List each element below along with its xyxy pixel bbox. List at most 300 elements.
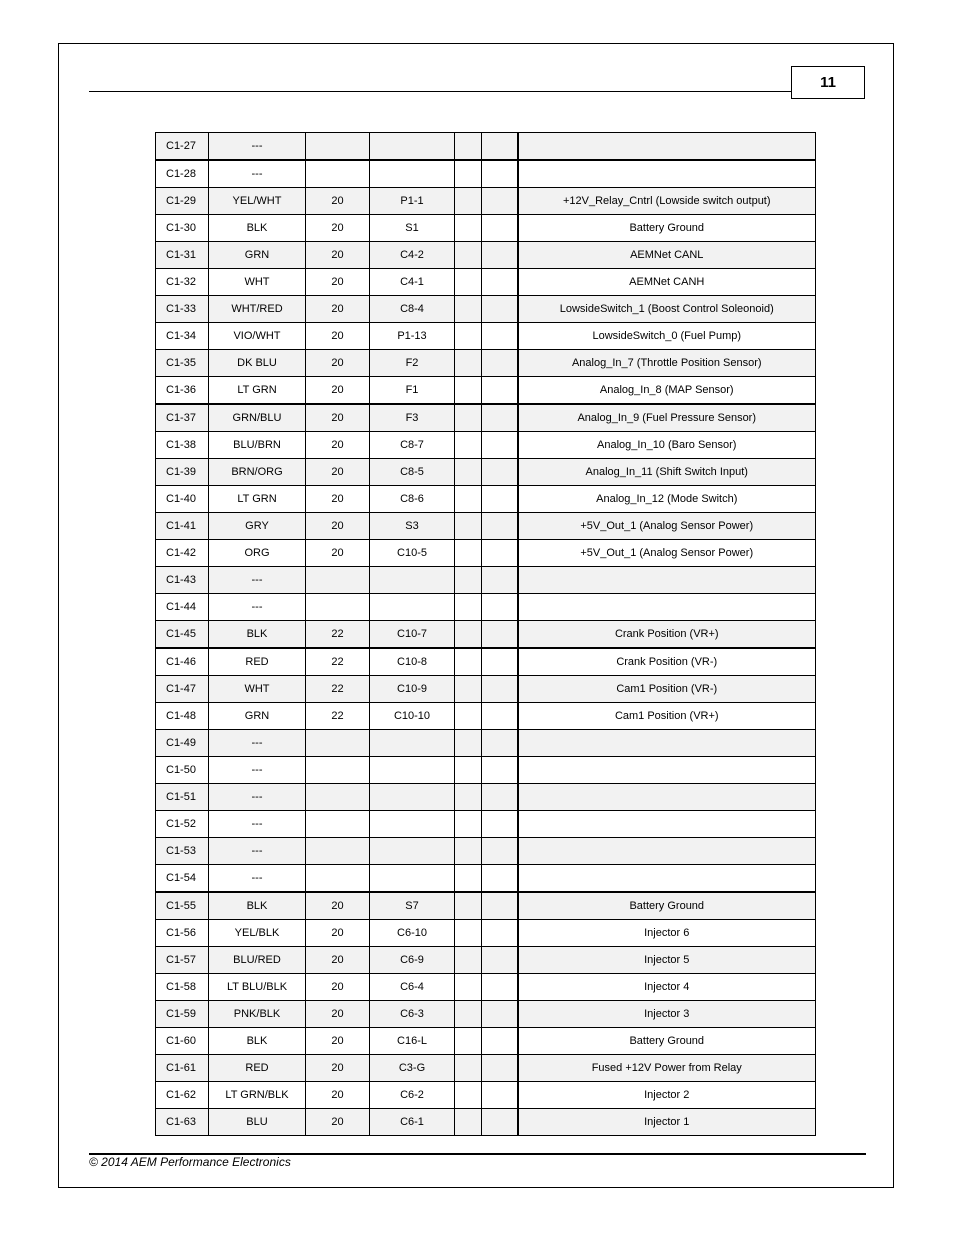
cell-dest	[370, 730, 455, 757]
cell-e1	[455, 269, 482, 296]
cell-e1	[455, 486, 482, 513]
table-row	[156, 459, 816, 486]
cell-pin: C1-47	[156, 676, 209, 703]
table-row	[156, 432, 816, 459]
cell-func: Cam1 Position (VR-)	[518, 676, 816, 703]
cell-e1	[455, 432, 482, 459]
cell-dest	[370, 567, 455, 594]
cell-color: ---	[209, 838, 306, 865]
table-row	[156, 486, 816, 513]
header-rule	[89, 91, 791, 92]
cell-color: PNK/BLK	[209, 1001, 306, 1028]
cell-gauge	[306, 865, 370, 893]
cell-e1	[455, 648, 482, 676]
cell-e2	[482, 269, 518, 296]
cell-gauge	[306, 838, 370, 865]
cell-func: Analog_In_8 (MAP Sensor)	[518, 377, 816, 405]
cell-color: BLU	[209, 1109, 306, 1136]
cell-gauge	[306, 757, 370, 784]
cell-e1	[455, 188, 482, 215]
cell-func: AEMNet CANL	[518, 242, 816, 269]
cell-color: GRN	[209, 242, 306, 269]
cell-color: BLK	[209, 892, 306, 920]
cell-dest: C8-5	[370, 459, 455, 486]
table-row	[156, 865, 816, 893]
cell-dest: C6-10	[370, 920, 455, 947]
table-row	[156, 838, 816, 865]
table-row	[156, 757, 816, 784]
cell-dest: C6-3	[370, 1001, 455, 1028]
cell-e2	[482, 757, 518, 784]
cell-color: BRN/ORG	[209, 459, 306, 486]
cell-gauge: 20	[306, 947, 370, 974]
cell-e1	[455, 1055, 482, 1082]
cell-gauge: 20	[306, 1055, 370, 1082]
cell-pin: C1-38	[156, 432, 209, 459]
cell-func: Cam1 Position (VR+)	[518, 703, 816, 730]
cell-e1	[455, 865, 482, 893]
cell-gauge: 20	[306, 188, 370, 215]
cell-gauge: 20	[306, 377, 370, 405]
table-row	[156, 703, 816, 730]
cell-e2	[482, 242, 518, 269]
cell-dest: C10-5	[370, 540, 455, 567]
cell-color: RED	[209, 1055, 306, 1082]
cell-e2	[482, 459, 518, 486]
cell-color: LT BLU/BLK	[209, 974, 306, 1001]
cell-color: ---	[209, 865, 306, 893]
cell-gauge: 20	[306, 892, 370, 920]
cell-e2	[482, 567, 518, 594]
cell-func: Injector 2	[518, 1082, 816, 1109]
cell-func	[518, 865, 816, 893]
cell-pin: C1-55	[156, 892, 209, 920]
cell-color: BLK	[209, 1028, 306, 1055]
cell-gauge	[306, 730, 370, 757]
cell-dest: C10-9	[370, 676, 455, 703]
cell-color: ---	[209, 133, 306, 161]
cell-e1	[455, 811, 482, 838]
cell-e2	[482, 676, 518, 703]
cell-pin: C1-45	[156, 621, 209, 649]
cell-pin: C1-32	[156, 269, 209, 296]
cell-func: Crank Position (VR+)	[518, 621, 816, 649]
cell-color: VIO/WHT	[209, 323, 306, 350]
cell-pin: C1-27	[156, 133, 209, 161]
cell-gauge: 20	[306, 540, 370, 567]
cell-e1	[455, 404, 482, 432]
cell-func: Analog_In_10 (Baro Sensor)	[518, 432, 816, 459]
cell-e2	[482, 974, 518, 1001]
cell-e1	[455, 540, 482, 567]
cell-e2	[482, 540, 518, 567]
cell-gauge: 20	[306, 323, 370, 350]
cell-e1	[455, 621, 482, 649]
cell-e1	[455, 160, 482, 188]
cell-e1	[455, 459, 482, 486]
cell-e1	[455, 920, 482, 947]
cell-pin: C1-29	[156, 188, 209, 215]
cell-e2	[482, 784, 518, 811]
cell-e1	[455, 1028, 482, 1055]
cell-dest: P1-13	[370, 323, 455, 350]
table-row	[156, 567, 816, 594]
cell-func: LowsideSwitch_1 (Boost Control Soleonoid)	[518, 296, 816, 323]
cell-func: Injector 1	[518, 1109, 816, 1136]
cell-gauge: 20	[306, 486, 370, 513]
cell-gauge: 20	[306, 1082, 370, 1109]
cell-color: WHT/RED	[209, 296, 306, 323]
table-row	[156, 296, 816, 323]
cell-gauge: 20	[306, 404, 370, 432]
cell-dest: C10-7	[370, 621, 455, 649]
cell-gauge: 20	[306, 513, 370, 540]
table-row	[156, 1028, 816, 1055]
cell-color: LT GRN/BLK	[209, 1082, 306, 1109]
cell-pin: C1-37	[156, 404, 209, 432]
cell-e2	[482, 1001, 518, 1028]
cell-gauge	[306, 594, 370, 621]
cell-pin: C1-51	[156, 784, 209, 811]
cell-gauge: 20	[306, 296, 370, 323]
cell-func	[518, 784, 816, 811]
cell-e1	[455, 133, 482, 161]
cell-e2	[482, 1055, 518, 1082]
cell-pin: C1-41	[156, 513, 209, 540]
cell-dest: C6-9	[370, 947, 455, 974]
cell-e2	[482, 160, 518, 188]
cell-e1	[455, 757, 482, 784]
cell-dest: F1	[370, 377, 455, 405]
cell-e1	[455, 513, 482, 540]
cell-pin: C1-59	[156, 1001, 209, 1028]
cell-dest: C3-G	[370, 1055, 455, 1082]
cell-color: ---	[209, 594, 306, 621]
cell-e2	[482, 947, 518, 974]
table-row	[156, 513, 816, 540]
table-row	[156, 215, 816, 242]
cell-dest	[370, 757, 455, 784]
table-row	[156, 350, 816, 377]
cell-pin: C1-33	[156, 296, 209, 323]
cell-dest: F2	[370, 350, 455, 377]
cell-gauge: 20	[306, 974, 370, 1001]
cell-e2	[482, 296, 518, 323]
cell-e2	[482, 377, 518, 405]
cell-dest: C8-4	[370, 296, 455, 323]
cell-color: WHT	[209, 676, 306, 703]
cell-e2	[482, 838, 518, 865]
table-row	[156, 269, 816, 296]
cell-func: Battery Ground	[518, 892, 816, 920]
cell-pin: C1-54	[156, 865, 209, 893]
table-row	[156, 621, 816, 649]
cell-color: BLK	[209, 621, 306, 649]
cell-e1	[455, 1109, 482, 1136]
cell-pin: C1-44	[156, 594, 209, 621]
cell-func: Analog_In_12 (Mode Switch)	[518, 486, 816, 513]
cell-gauge: 20	[306, 920, 370, 947]
cell-color: LT GRN	[209, 486, 306, 513]
cell-e1	[455, 377, 482, 405]
cell-e1	[455, 1001, 482, 1028]
cell-e1	[455, 350, 482, 377]
cell-dest: C4-1	[370, 269, 455, 296]
cell-gauge	[306, 811, 370, 838]
cell-dest	[370, 594, 455, 621]
cell-pin: C1-63	[156, 1109, 209, 1136]
cell-e1	[455, 296, 482, 323]
table-row	[156, 404, 816, 432]
pinout-table	[155, 132, 816, 1136]
cell-e1	[455, 215, 482, 242]
table-row	[156, 242, 816, 269]
cell-e1	[455, 567, 482, 594]
cell-func: +5V_Out_1 (Analog Sensor Power)	[518, 513, 816, 540]
cell-func	[518, 567, 816, 594]
cell-gauge: 20	[306, 350, 370, 377]
table-row	[156, 133, 816, 161]
cell-func: Analog_In_9 (Fuel Pressure Sensor)	[518, 404, 816, 432]
cell-dest: C6-2	[370, 1082, 455, 1109]
cell-e1	[455, 323, 482, 350]
cell-color: YEL/BLK	[209, 920, 306, 947]
cell-pin: C1-53	[156, 838, 209, 865]
cell-pin: C1-61	[156, 1055, 209, 1082]
cell-func: LowsideSwitch_0 (Fuel Pump)	[518, 323, 816, 350]
table-row	[156, 1001, 816, 1028]
cell-dest	[370, 133, 455, 161]
cell-gauge: 20	[306, 1109, 370, 1136]
cell-pin: C1-39	[156, 459, 209, 486]
table-row	[156, 947, 816, 974]
cell-pin: C1-48	[156, 703, 209, 730]
cell-dest	[370, 865, 455, 893]
cell-e2	[482, 404, 518, 432]
cell-e1	[455, 676, 482, 703]
cell-func	[518, 757, 816, 784]
cell-color: ---	[209, 730, 306, 757]
cell-dest	[370, 838, 455, 865]
cell-color: DK BLU	[209, 350, 306, 377]
table-row	[156, 323, 816, 350]
cell-dest	[370, 811, 455, 838]
cell-e1	[455, 947, 482, 974]
cell-gauge: 22	[306, 676, 370, 703]
cell-dest: C8-6	[370, 486, 455, 513]
cell-func: Analog_In_11 (Shift Switch Input)	[518, 459, 816, 486]
cell-func: AEMNet CANH	[518, 269, 816, 296]
cell-gauge	[306, 567, 370, 594]
table-row	[156, 676, 816, 703]
cell-e2	[482, 703, 518, 730]
cell-dest	[370, 784, 455, 811]
cell-pin: C1-50	[156, 757, 209, 784]
cell-e2	[482, 486, 518, 513]
table-row	[156, 1082, 816, 1109]
cell-func: Injector 4	[518, 974, 816, 1001]
cell-pin: C1-56	[156, 920, 209, 947]
cell-pin: C1-36	[156, 377, 209, 405]
table-row	[156, 811, 816, 838]
cell-e2	[482, 892, 518, 920]
cell-pin: C1-57	[156, 947, 209, 974]
cell-e2	[482, 865, 518, 893]
cell-dest: S1	[370, 215, 455, 242]
cell-pin: C1-40	[156, 486, 209, 513]
cell-dest: C8-7	[370, 432, 455, 459]
cell-func	[518, 811, 816, 838]
cell-color: BLU/RED	[209, 947, 306, 974]
cell-gauge	[306, 160, 370, 188]
cell-gauge: 20	[306, 242, 370, 269]
cell-e1	[455, 892, 482, 920]
cell-func	[518, 594, 816, 621]
cell-color: GRN	[209, 703, 306, 730]
cell-gauge: 22	[306, 703, 370, 730]
cell-color: ---	[209, 811, 306, 838]
table-row	[156, 160, 816, 188]
cell-pin: C1-49	[156, 730, 209, 757]
table-row	[156, 730, 816, 757]
cell-color: ORG	[209, 540, 306, 567]
cell-func: Crank Position (VR-)	[518, 648, 816, 676]
cell-gauge: 20	[306, 432, 370, 459]
table-row	[156, 784, 816, 811]
cell-func	[518, 730, 816, 757]
cell-gauge: 20	[306, 459, 370, 486]
cell-color: GRN/BLU	[209, 404, 306, 432]
cell-e2	[482, 1109, 518, 1136]
cell-e1	[455, 703, 482, 730]
cell-func: +5V_Out_1 (Analog Sensor Power)	[518, 540, 816, 567]
cell-pin: C1-46	[156, 648, 209, 676]
cell-e2	[482, 1028, 518, 1055]
cell-gauge: 22	[306, 648, 370, 676]
table-row	[156, 648, 816, 676]
cell-e2	[482, 133, 518, 161]
cell-e2	[482, 1082, 518, 1109]
cell-pin: C1-31	[156, 242, 209, 269]
cell-e1	[455, 784, 482, 811]
table-row	[156, 1055, 816, 1082]
table-row	[156, 594, 816, 621]
page-number: 11	[791, 66, 865, 99]
cell-dest: F3	[370, 404, 455, 432]
table-row	[156, 920, 816, 947]
cell-pin: C1-28	[156, 160, 209, 188]
cell-func: Analog_In_7 (Throttle Position Sensor)	[518, 350, 816, 377]
cell-e2	[482, 513, 518, 540]
cell-pin: C1-30	[156, 215, 209, 242]
cell-color: ---	[209, 567, 306, 594]
cell-func: Battery Ground	[518, 215, 816, 242]
cell-e1	[455, 974, 482, 1001]
cell-e2	[482, 811, 518, 838]
cell-pin: C1-42	[156, 540, 209, 567]
cell-gauge	[306, 784, 370, 811]
table-row	[156, 540, 816, 567]
cell-color: YEL/WHT	[209, 188, 306, 215]
cell-color: WHT	[209, 269, 306, 296]
cell-color: ---	[209, 784, 306, 811]
cell-pin: C1-34	[156, 323, 209, 350]
table-row	[156, 188, 816, 215]
cell-func	[518, 160, 816, 188]
cell-dest: C10-8	[370, 648, 455, 676]
cell-e1	[455, 730, 482, 757]
cell-dest: S3	[370, 513, 455, 540]
cell-pin: C1-60	[156, 1028, 209, 1055]
cell-color: BLU/BRN	[209, 432, 306, 459]
cell-gauge: 20	[306, 215, 370, 242]
cell-dest: C4-2	[370, 242, 455, 269]
cell-dest: P1-1	[370, 188, 455, 215]
cell-e1	[455, 594, 482, 621]
cell-color: ---	[209, 160, 306, 188]
cell-e1	[455, 1082, 482, 1109]
table-row	[156, 974, 816, 1001]
cell-e2	[482, 594, 518, 621]
cell-dest: C6-4	[370, 974, 455, 1001]
cell-gauge: 20	[306, 269, 370, 296]
cell-color: ---	[209, 757, 306, 784]
cell-gauge	[306, 133, 370, 161]
cell-e1	[455, 242, 482, 269]
cell-func	[518, 838, 816, 865]
cell-color: BLK	[209, 215, 306, 242]
cell-e2	[482, 920, 518, 947]
cell-gauge: 20	[306, 1001, 370, 1028]
cell-e2	[482, 730, 518, 757]
table-row	[156, 377, 816, 405]
pinout-table-body	[156, 133, 816, 1136]
cell-func: Injector 6	[518, 920, 816, 947]
cell-pin: C1-52	[156, 811, 209, 838]
cell-func	[518, 133, 816, 161]
table-row	[156, 892, 816, 920]
cell-gauge: 20	[306, 1028, 370, 1055]
cell-dest	[370, 160, 455, 188]
cell-color: RED	[209, 648, 306, 676]
cell-func: Battery Ground	[518, 1028, 816, 1055]
cell-pin: C1-43	[156, 567, 209, 594]
cell-e2	[482, 323, 518, 350]
cell-e2	[482, 648, 518, 676]
cell-gauge: 22	[306, 621, 370, 649]
cell-e2	[482, 621, 518, 649]
cell-dest: S7	[370, 892, 455, 920]
cell-e2	[482, 215, 518, 242]
cell-color: GRY	[209, 513, 306, 540]
cell-func: Fused +12V Power from Relay	[518, 1055, 816, 1082]
cell-pin: C1-62	[156, 1082, 209, 1109]
cell-e1	[455, 838, 482, 865]
cell-func: +12V_Relay_Cntrl (Lowside switch output)	[518, 188, 816, 215]
footer-copyright: © 2014 AEM Performance Electronics	[89, 1155, 291, 1169]
cell-e2	[482, 350, 518, 377]
cell-func: Injector 3	[518, 1001, 816, 1028]
cell-dest: C16-L	[370, 1028, 455, 1055]
cell-e2	[482, 432, 518, 459]
cell-dest: C6-1	[370, 1109, 455, 1136]
cell-dest: C10-10	[370, 703, 455, 730]
cell-func: Injector 5	[518, 947, 816, 974]
table-row	[156, 1109, 816, 1136]
cell-color: LT GRN	[209, 377, 306, 405]
cell-e2	[482, 188, 518, 215]
cell-pin: C1-58	[156, 974, 209, 1001]
